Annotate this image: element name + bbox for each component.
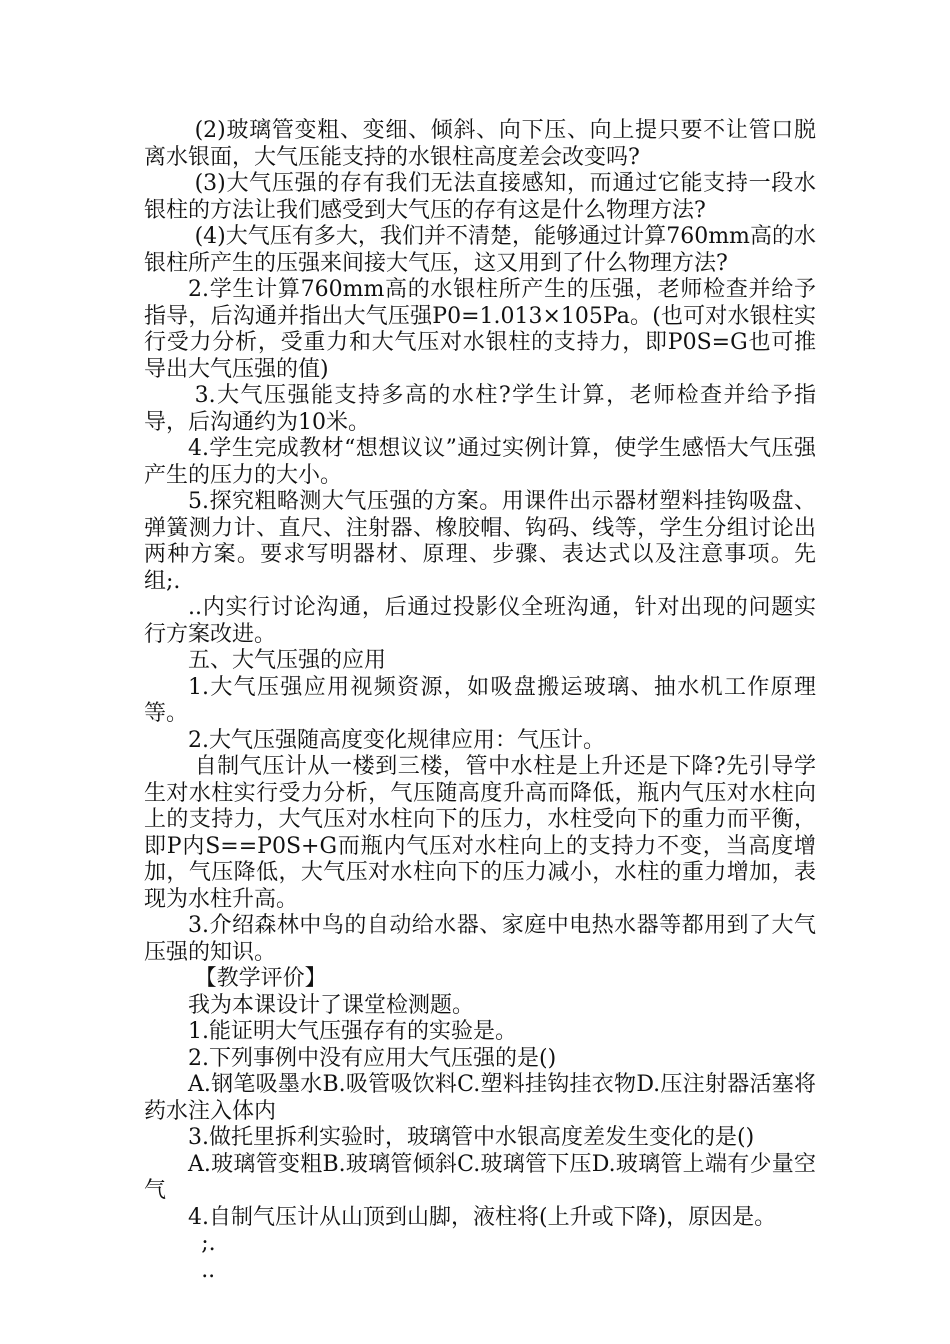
document-page [144,118,816,1284]
question: 3.做托里拆利实验时，玻璃管中水银高度差发生变化的是() [188,1125,755,1150]
paragraph: 3.大气压强能支持多高的水柱?学生计算，老师检查并给予指导，后沟通约为10米。 [144,383,816,435]
paragraph: 2.学生计算760mm高的水银柱所产生的压强，老师检查并给予指导，后沟通并指出大气压强P0=1.013×105Pa。(也可对水银柱实行受力分析，受重力和大气压对水银柱的支持力，即P0S=G也可推导出大气压强的值) [144,277,816,382]
paragraph: 5.探究粗略测大气压强的方案。用课件出示器材塑料挂钩吸盘、弹簧测力计、直尺、注射器、橡胶帽、钩码、线等，学生分组讨论出两种方案。要求写明器材、原理、步骤、表达式以及注意事项。先组;. [144,489,816,594]
paragraph: (4)大气压有多大，我们并不清楚，能够通过计算760mm高的水银柱所产生的压强来间接大气压，这又用到了什么物理方法? [144,224,816,276]
paragraph: ..内实行讨论沟通，后通过投影仪全班沟通，针对出现的问题实行方案改进。 [144,595,816,647]
question: 2.下列事例中没有应用大气压强的是() [188,1045,557,1071]
paragraph: 自制气压计从一楼到三楼，管中水柱是上升还是下降?先引导学生对水柱实行受力分析，气压随高度升高而降低，瓶内气压对水柱向上的支持力，大气压对水柱向下的压力，水柱受向下的重力而平衡，即P内S==P0S+G而瓶内气压对水柱向上的支持力不变，当高度增加，气压降低，大气压对水柱向下的压力减小，水柱的重力增加，表现为水柱升高。 [144,754,816,912]
paragraph: 2.大气压强随高度变化规律应用：气压计。 [188,727,605,753]
section-heading: 五、大气压强的应用 [188,648,387,673]
question: 1.能证明大气压强存有的实验是。 [188,1019,517,1044]
paragraph: 4.学生完成教材“想想议议”通过实例计算，使学生感悟大气压强产生的压力的大小。 [144,436,816,488]
page-footer-marks: ;. [201,1231,216,1256]
answer-options: A.玻璃管变粗B.玻璃管倾斜C.玻璃管下压D.玻璃管上端有少量空气 [144,1151,816,1203]
paragraph: 我为本课设计了课堂检测题。 [188,992,475,1018]
paragraph: (2)玻璃管变粗、变细、倾斜、向下压、向上提只要不让管口脱离水银面，大气压能支持的水银柱高度差会改变吗? [144,118,816,170]
section-heading: 【教学评价】 [194,966,327,991]
question: 4.自制气压计从山顶到山脚，液柱将(上升或下降)，原因是。 [188,1204,777,1230]
paragraph: 1.大气压强应用视频资源，如吸盘搬运玻璃、抽水机工作原理等。 [144,674,816,726]
page-footer-marks: .. [201,1257,216,1283]
answer-options: A.钢笔吸墨水B.吸管吸饮料C.塑料挂钩挂衣物D.压注射器活塞将药水注入体内 [144,1072,816,1124]
paragraph: (3)大气压强的存有我们无法直接感知，而通过它能支持一段水银柱的方法让我们感受到大气压的存有这是什么物理方法? [144,171,816,223]
paragraph: 3.介绍森林中鸟的自动给水器、家庭中电热水器等都用到了大气压强的知识。 [144,913,816,965]
